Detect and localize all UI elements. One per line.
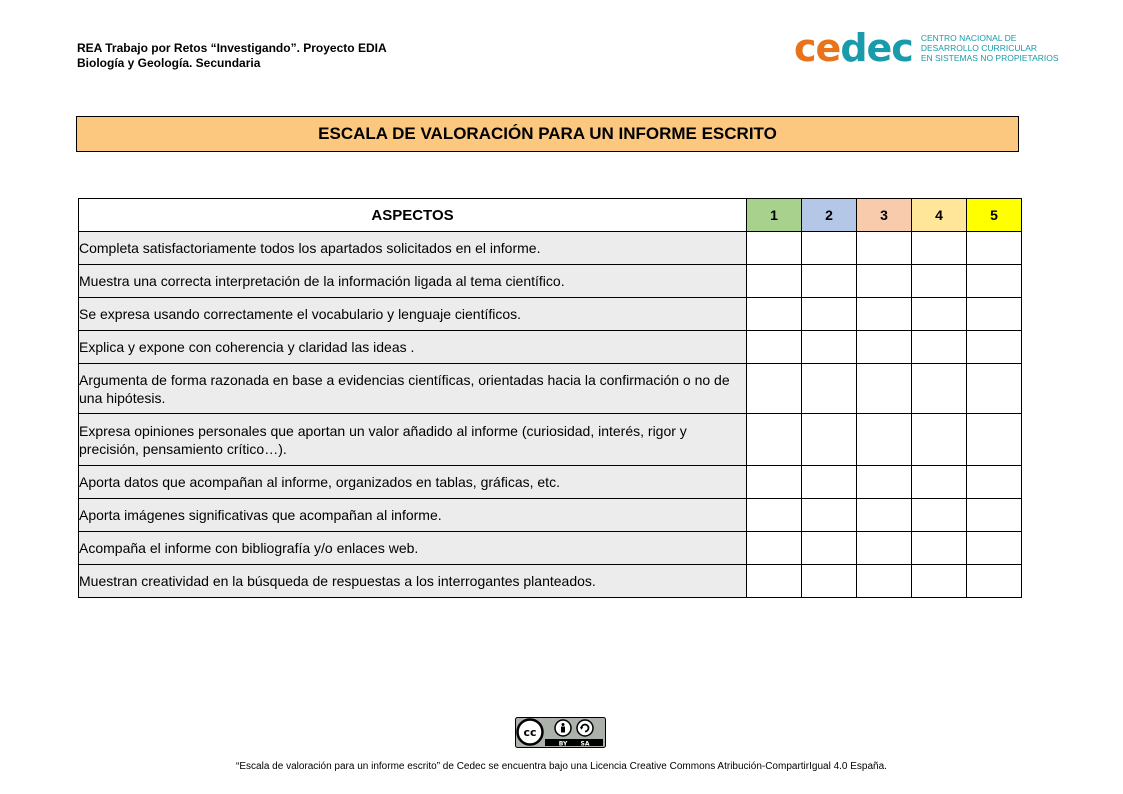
aspect-text: Aporta imágenes significativas que acompañan al informe. (79, 499, 747, 532)
score-cell[interactable] (912, 565, 967, 598)
score-cell[interactable] (802, 466, 857, 499)
aspect-text: Explica y expone con coherencia y claridad las ideas . (79, 331, 747, 364)
score-cell[interactable] (857, 364, 912, 414)
score-cell[interactable] (967, 565, 1022, 598)
score-cell[interactable] (857, 499, 912, 532)
score-cell[interactable] (857, 565, 912, 598)
cc-by-sa-license-badge[interactable] (515, 717, 606, 748)
score-cell[interactable] (747, 466, 802, 499)
table-row (79, 414, 1022, 466)
logo-wordmark (794, 28, 913, 68)
aspects-column-header: ASPECTOS (79, 199, 747, 232)
logo-word-part-2: dec (840, 26, 913, 70)
score-cell[interactable] (747, 414, 802, 466)
page-title: ESCALA DE VALORACIÓN PARA UN INFORME ESCRITO (76, 116, 1019, 152)
aspect-text: Completa satisfactoriamente todos los apartados solicitados en el informe. (79, 232, 747, 265)
logo-word-part-1: ce (794, 26, 841, 70)
score-cell[interactable] (967, 265, 1022, 298)
cedec-logo (794, 28, 1059, 68)
score-cell[interactable] (747, 532, 802, 565)
document-header (77, 41, 387, 71)
score-cell[interactable] (857, 466, 912, 499)
score-header-5: 5 (967, 199, 1022, 232)
score-header-2: 2 (802, 199, 857, 232)
license-text: “Escala de valoración para un informe escrito” de Cedec se encuentra bajo una Licencia Creative Commons Atribución-CompartirIgual 4.0 España. (236, 761, 887, 772)
score-cell[interactable] (912, 466, 967, 499)
logo-subtitle-line: CENTRO NACIONAL DE (920, 33, 1017, 43)
header-line-1: REA Trabajo por Retos “Investigando”. Proyecto EDIA (77, 41, 387, 55)
aspect-text: Expresa opiniones personales que aportan un valor añadido al informe (curiosidad, interés, rigor y precisión, pensamiento crítico…). (79, 414, 747, 466)
score-cell[interactable] (857, 414, 912, 466)
score-cell[interactable] (747, 232, 802, 265)
rubric-table (78, 198, 1022, 598)
score-cell[interactable] (802, 298, 857, 331)
score-cell[interactable] (967, 298, 1022, 331)
sa-label: SA (580, 740, 590, 748)
score-cell[interactable] (967, 466, 1022, 499)
table-row (79, 532, 1022, 565)
score-cell[interactable] (912, 232, 967, 265)
score-cell[interactable] (802, 331, 857, 364)
logo-subtitle-line: DESARROLLO CURRICULAR (920, 43, 1038, 53)
score-cell[interactable] (912, 364, 967, 414)
score-cell[interactable] (857, 232, 912, 265)
cc-label: cc (523, 726, 537, 739)
score-cell[interactable] (802, 232, 857, 265)
table-row (79, 331, 1022, 364)
table-row (79, 466, 1022, 499)
score-cell[interactable] (747, 331, 802, 364)
aspect-text: Argumenta de forma razonada en base a evidencias científicas, orientadas hacia la confirmación o no de una hipótesis. (79, 364, 747, 414)
share-alike-icon (577, 720, 593, 736)
score-cell[interactable] (747, 265, 802, 298)
table-row (79, 298, 1022, 331)
score-header-1: 1 (747, 199, 802, 232)
aspect-text: Acompaña el informe con bibliografía y/o enlaces web. (79, 532, 747, 565)
score-cell[interactable] (912, 532, 967, 565)
score-cell[interactable] (747, 364, 802, 414)
logo-subtitle-line: EN SISTEMAS NO PROPIETARIOS (920, 53, 1059, 63)
score-cell[interactable] (857, 532, 912, 565)
score-cell[interactable] (857, 265, 912, 298)
table-header-row (79, 199, 1022, 232)
score-cell[interactable] (802, 364, 857, 414)
table-row (79, 265, 1022, 298)
logo-subtitle (921, 33, 1059, 63)
score-cell[interactable] (802, 499, 857, 532)
score-cell[interactable] (857, 298, 912, 331)
score-cell[interactable] (857, 331, 912, 364)
score-cell[interactable] (747, 499, 802, 532)
aspect-text: Muestran creatividad en la búsqueda de respuestas a los interrogantes planteados. (79, 565, 747, 598)
score-cell[interactable] (802, 414, 857, 466)
score-cell[interactable] (802, 565, 857, 598)
score-cell[interactable] (912, 331, 967, 364)
header-line-2: Biología y Geología. Secundaria (77, 56, 261, 70)
by-label: BY (558, 740, 568, 748)
score-cell[interactable] (967, 364, 1022, 414)
score-header-4: 4 (912, 199, 967, 232)
score-cell[interactable] (912, 499, 967, 532)
score-cell[interactable] (747, 565, 802, 598)
score-cell[interactable] (967, 499, 1022, 532)
score-cell[interactable] (802, 265, 857, 298)
score-cell[interactable] (747, 298, 802, 331)
score-cell[interactable] (967, 331, 1022, 364)
score-cell[interactable] (967, 232, 1022, 265)
aspect-text: Se expresa usando correctamente el vocabulario y lenguaje científicos. (79, 298, 747, 331)
cc-badge-icon (515, 717, 606, 748)
table-row (79, 565, 1022, 598)
score-cell[interactable] (967, 532, 1022, 565)
table-row (79, 232, 1022, 265)
score-cell[interactable] (967, 414, 1022, 466)
aspect-text: Aporta datos que acompañan al informe, organizados en tablas, gráficas, etc. (79, 466, 747, 499)
score-cell[interactable] (912, 414, 967, 466)
score-cell[interactable] (802, 532, 857, 565)
table-row (79, 499, 1022, 532)
score-cell[interactable] (912, 298, 967, 331)
aspect-text: Muestra una correcta interpretación de la información ligada al tema científico. (79, 265, 747, 298)
score-cell[interactable] (912, 265, 967, 298)
table-row (79, 364, 1022, 414)
score-header-3: 3 (857, 199, 912, 232)
